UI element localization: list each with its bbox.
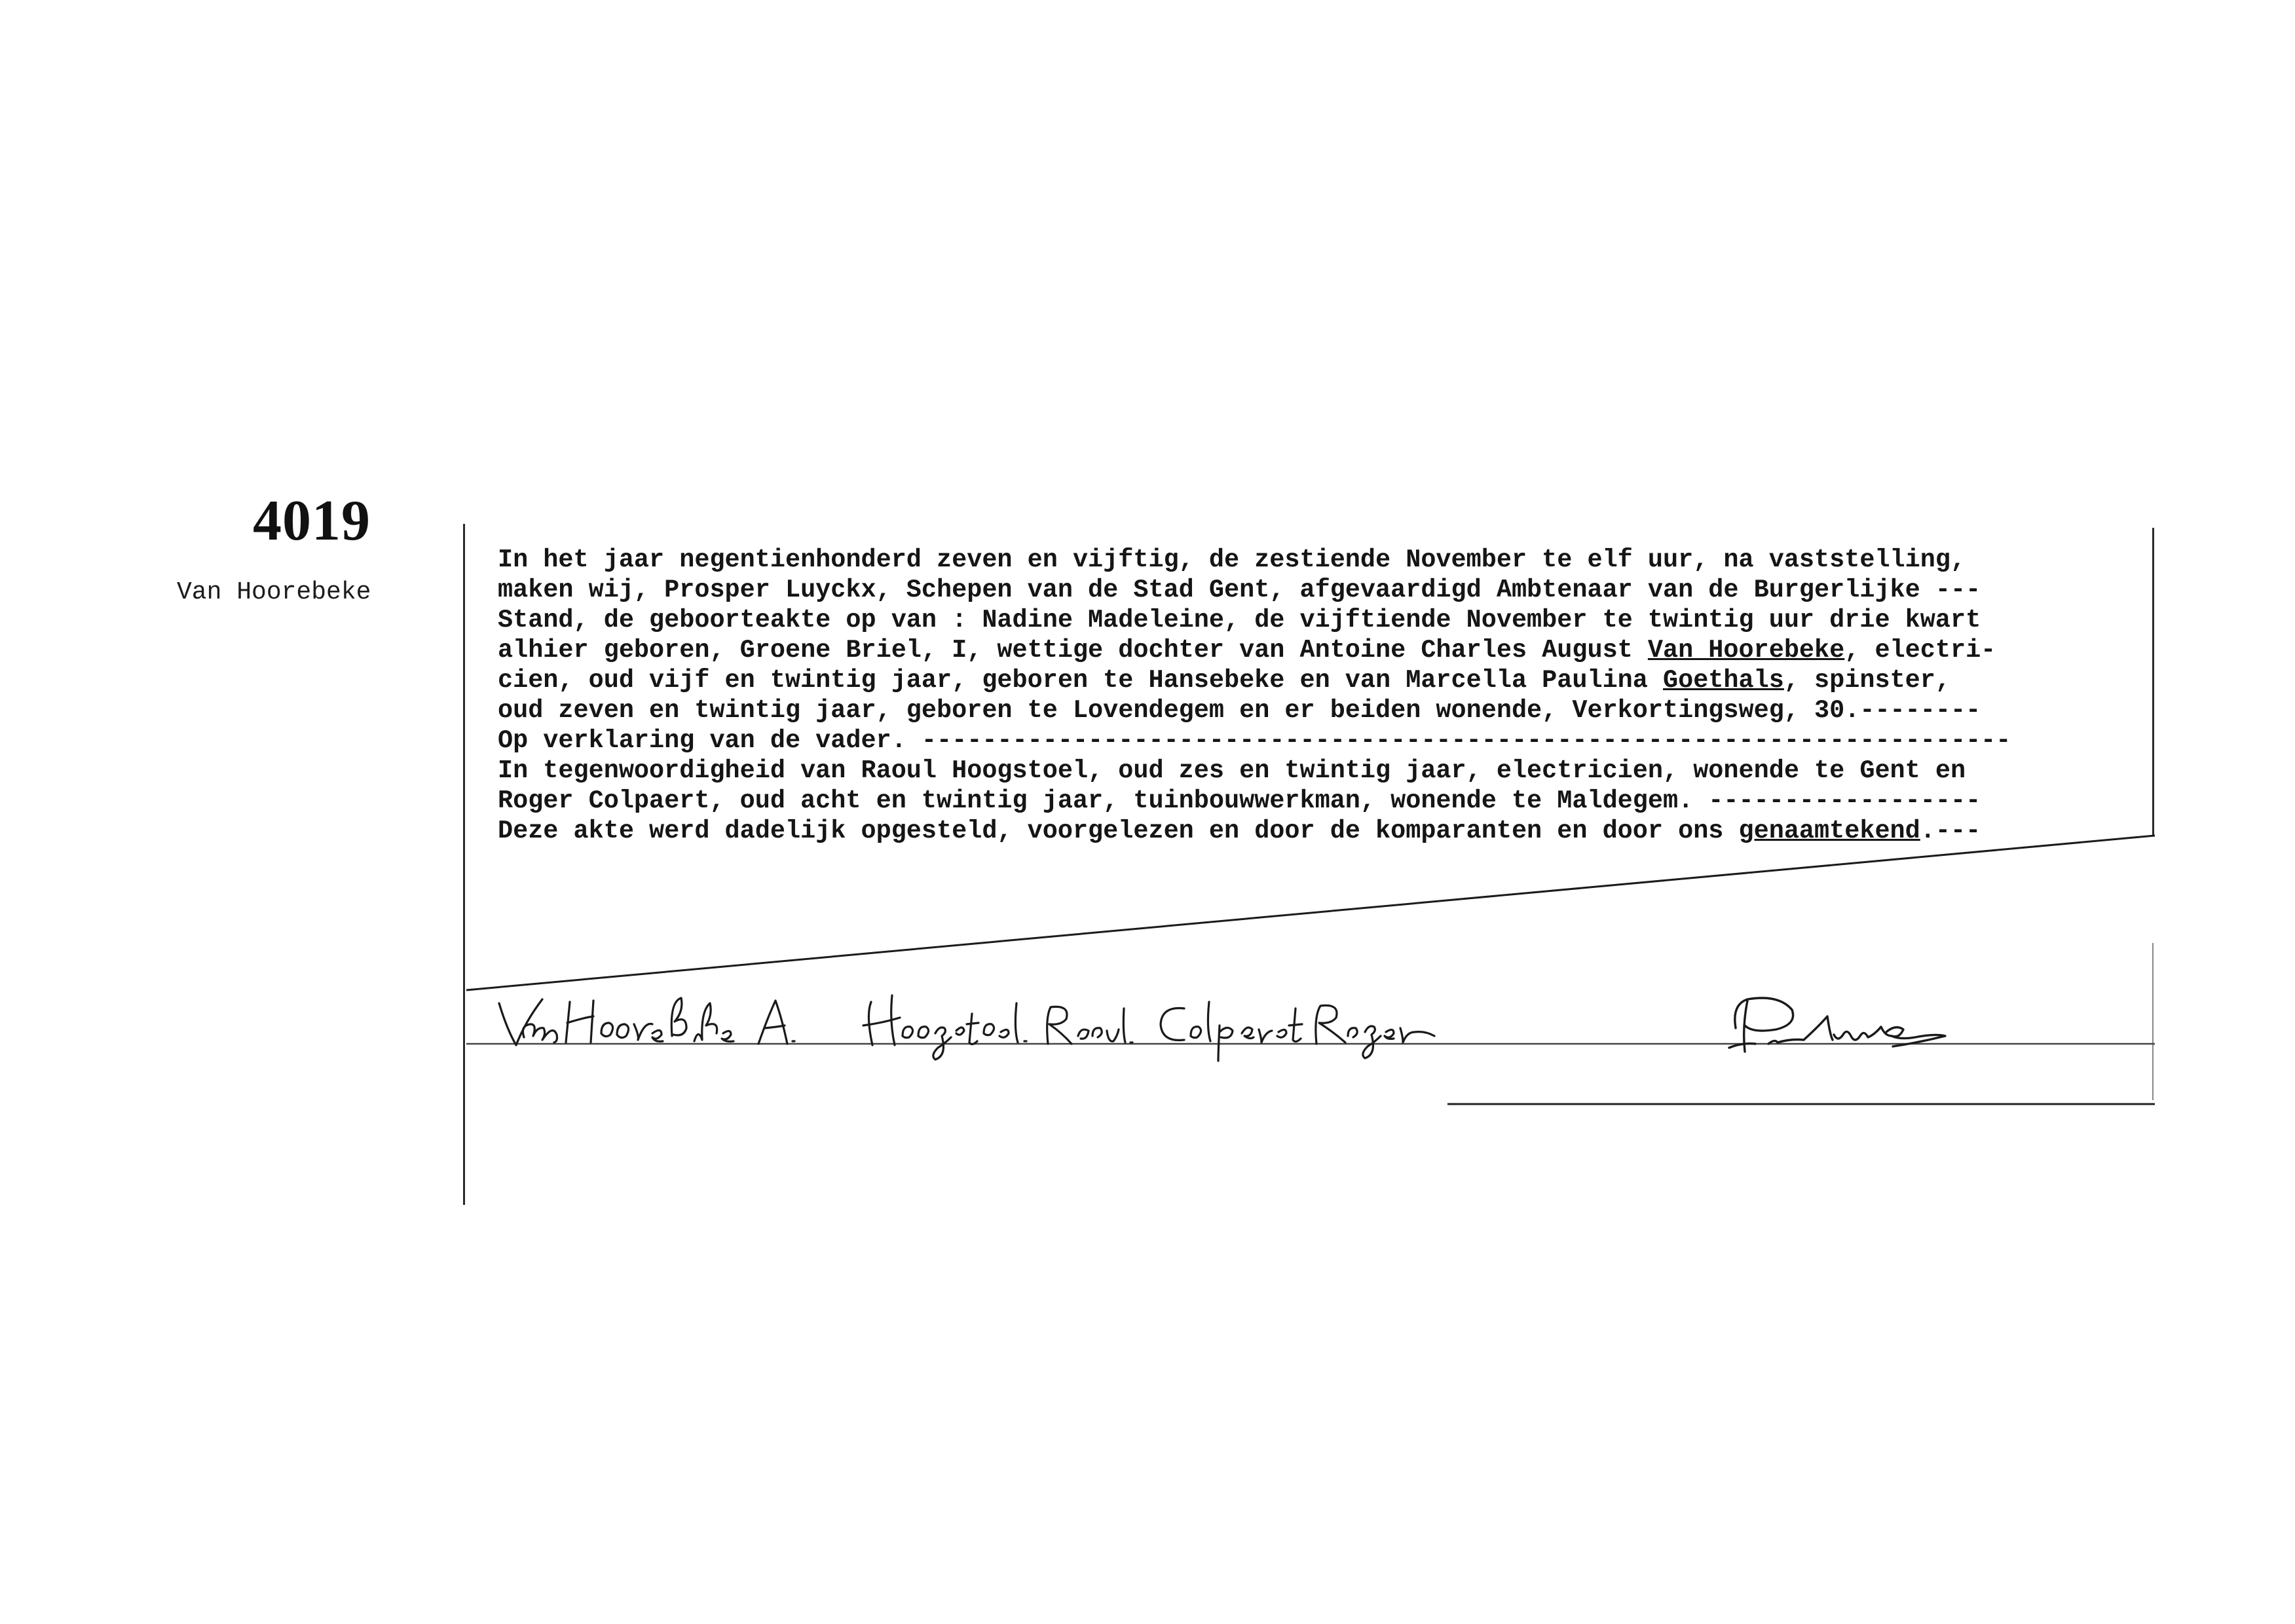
deed-line-text: .--- bbox=[1920, 817, 1981, 845]
deed-line-text: Op verklaring van de vader. ------------------------------------------------------------------------ bbox=[498, 726, 2011, 755]
deed-line-text: cien, oud vijf en twintig jaar, geboren te Hansebeke en van Marcella Paulina bbox=[498, 666, 1663, 695]
deed-line-text: oud zeven en twintig jaar, geboren te Lovendegem en er beiden wonende, Verkortingsweg, 30.-------- bbox=[498, 696, 1981, 725]
deed-line-text: , electri- bbox=[1844, 636, 1996, 665]
deed-line-text: Stand, de geboorteakte op van : Nadine Madeleine, de vijftiende November te twintig uur drie kwart bbox=[498, 606, 1981, 635]
signature-witness-1 bbox=[863, 995, 1132, 1060]
deed-line-text: , spinster, bbox=[1783, 666, 1950, 695]
deed-line-text: alhier geboren, Groene Briel, I, wettige dochter van Antoine Charles August bbox=[498, 636, 1648, 665]
underlined-word: genaamtekend bbox=[1738, 817, 1920, 845]
margin-surname: Van Hoorebeke bbox=[177, 578, 371, 606]
signature-witness-2 bbox=[1161, 1002, 1434, 1061]
deed-line-text: In het jaar negentienhonderd zeven en vijftig, de zestiende November te elf uur, na vaststelling, bbox=[498, 545, 1966, 574]
underlined-father-surname: Van Hoorebeke bbox=[1647, 636, 1845, 665]
record-number: 4019 bbox=[253, 489, 371, 553]
signature-father bbox=[499, 998, 794, 1045]
deed-line-text: maken wij, Prosper Luyckx, Schepen van de Stad Gent, afgevaardigd Ambtenaar van de Burgerlijke --- bbox=[498, 576, 1981, 604]
underlined-mother-surname: Goethals bbox=[1663, 666, 1784, 695]
deed-line-text: Deze akte werd dadelijk opgesteld, voorgelezen en door de komparanten en door ons bbox=[498, 817, 1739, 845]
closing-diagonal-line bbox=[466, 836, 2155, 990]
deed-line-text: In tegenwoordigheid van Raoul Hoogstoel, oud zes en twintig jaar, electricien, wonende te Gent en bbox=[498, 756, 1966, 785]
deed-line-text: Roger Colpaert, oud acht en twintig jaar, tuinbouwwerkman, wonende te Maldegem. ------------------ bbox=[498, 786, 1981, 815]
